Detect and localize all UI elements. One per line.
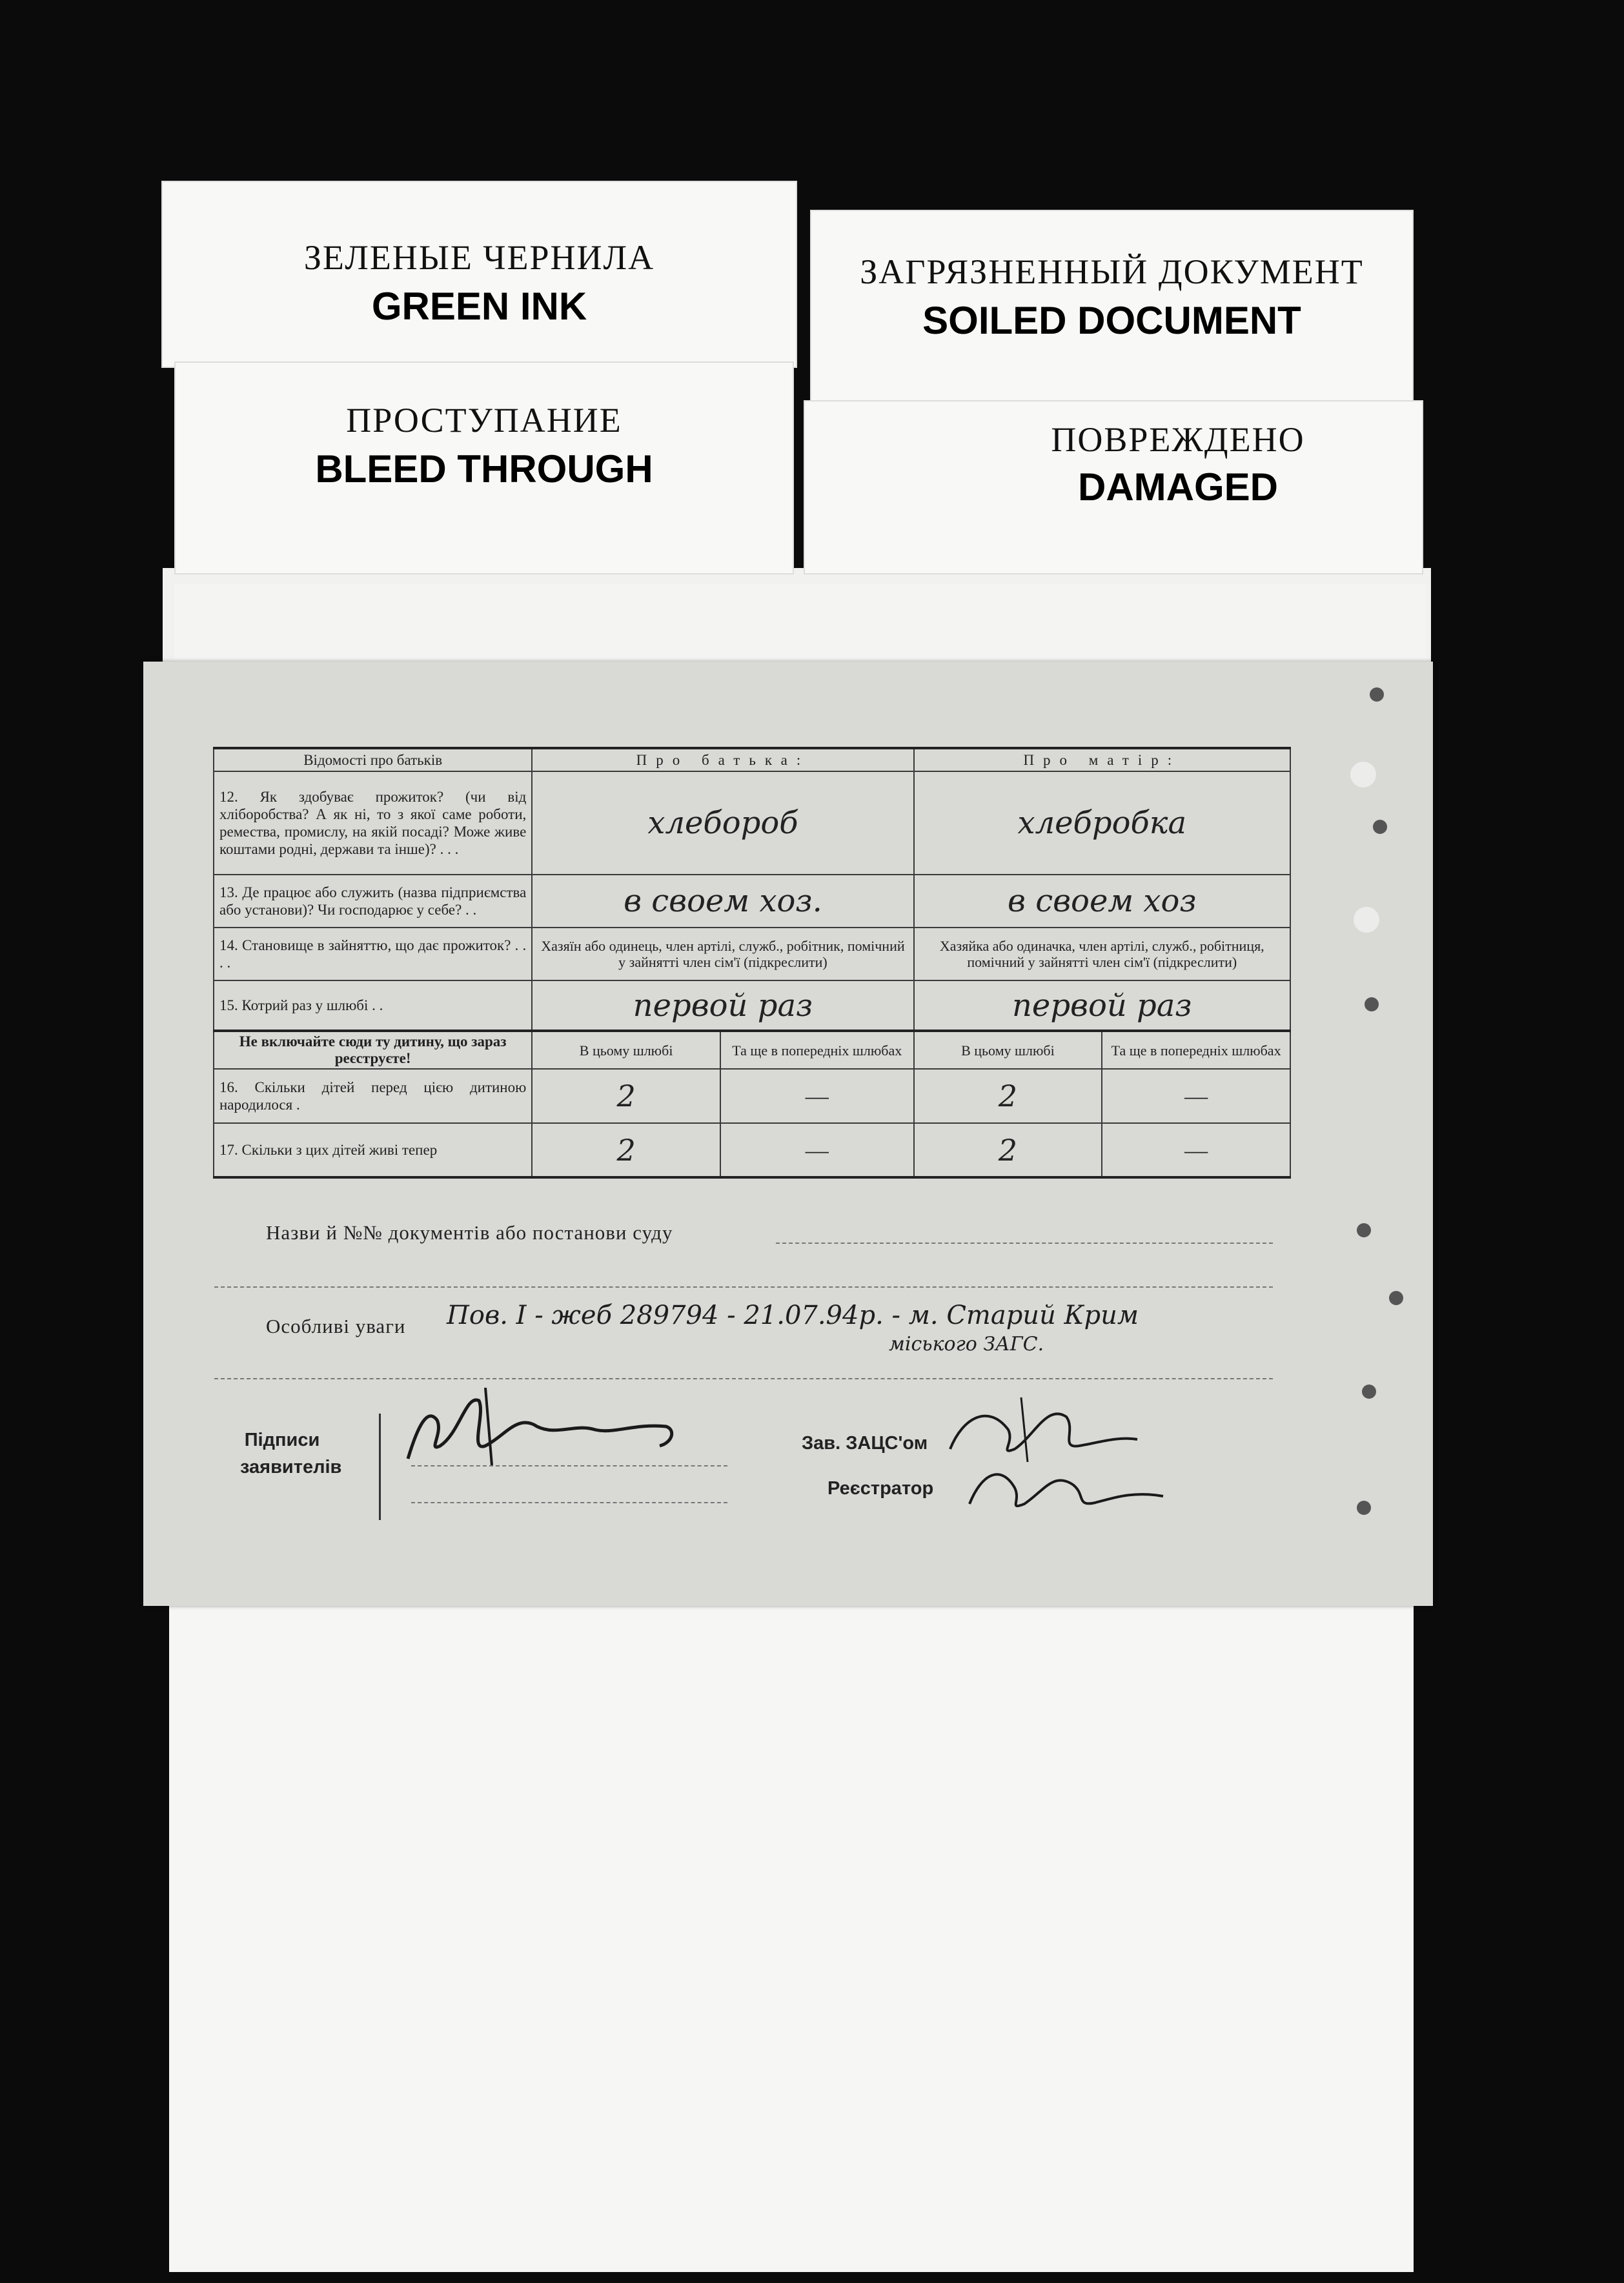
answer-17-father-this: 2	[532, 1123, 720, 1177]
answer-16-mother-this: 2	[914, 1069, 1102, 1123]
damage-spot	[1373, 820, 1387, 834]
card-damaged-ru: ПОВРЕЖДЕНО	[1051, 420, 1305, 459]
applicants-label: Підписи заявителів	[240, 1430, 342, 1477]
punch-hole	[1350, 762, 1376, 787]
documents-line-2	[214, 1286, 1273, 1288]
header-father: Про батька:	[532, 748, 913, 771]
registration-form	[143, 662, 1433, 1606]
card-green-ink-en: GREEN INK	[371, 285, 587, 328]
answer-17-father-prev: —	[720, 1123, 914, 1177]
bottom-blank-sheet	[169, 1594, 1414, 2272]
applicants-bracket	[379, 1414, 387, 1520]
answer-17-mother-this: 2	[914, 1123, 1102, 1177]
applicant-line-2	[411, 1502, 727, 1503]
damage-spot	[1370, 687, 1384, 702]
question-15: 15. Котрий раз у шлюбі . .	[214, 980, 532, 1031]
question-12: 12. Як здобуває прожиток? (чи від хліборобства? А як ні, то з якої саме роботи, ремества, промислу, на якій посаді? Може живе коштами родні, держави та інше)? . . .	[214, 771, 532, 875]
subheader-mother-prev: Та ще в попередніх шлюбах	[1102, 1031, 1290, 1069]
answer-12-father: хлебороб	[532, 771, 913, 875]
answer-14-mother: Хазяйка або одиначка, член артілі, служб., робітниця, помічний у зайнятті член сім'ї (підкреслити)	[914, 928, 1290, 980]
answer-16-mother-prev: —	[1102, 1069, 1290, 1123]
header-parents-info: Відомості про батьків	[214, 748, 532, 771]
card-bleed-ru: ПРОСТУПАНИЕ	[346, 401, 622, 440]
question-17: 17. Скільки з цих дітей живі тепер	[214, 1123, 532, 1177]
notes-label: Особливі уваги	[266, 1315, 406, 1337]
answer-16-father-prev: —	[720, 1069, 914, 1123]
question-14: 14. Становище в зайняттю, що дає прожиток? . . . .	[214, 928, 532, 980]
header-mother: Про матір:	[914, 748, 1290, 771]
answer-12-mother: хлебробка	[914, 771, 1290, 875]
subheader-father-prev: Та ще в попередніх шлюбах	[720, 1031, 914, 1069]
answer-14-father: Хазяїн або одинець, член артілі, служб., робітник, помічний у зайнятті член сім'ї (підкреслити)	[532, 928, 913, 980]
card-damaged-en: DAMAGED	[1078, 465, 1278, 509]
card-bleed-en: BLEED THROUGH	[315, 447, 653, 491]
damage-spot	[1357, 1501, 1371, 1515]
table-row-q13	[214, 875, 1290, 928]
table-header-row	[214, 748, 1290, 771]
table-row-q15	[214, 980, 1290, 1031]
answer-15-father: первой раз	[532, 980, 913, 1031]
question-16: 16. Скільки дітей перед цією дитиною народилося .	[214, 1069, 532, 1123]
answer-16-father-this: 2	[532, 1069, 720, 1123]
table-row-q17	[214, 1123, 1290, 1177]
card-green-ink-ru: ЗЕЛЕНЫЕ ЧЕРНИЛА	[303, 238, 655, 277]
card-soiled-ru: ЗАГРЯЗНЕННЫЙ ДОКУМЕНТ	[860, 252, 1364, 291]
damage-spot	[1362, 1385, 1376, 1399]
documents-line	[776, 1243, 1273, 1244]
table-subheader-row	[214, 1031, 1290, 1069]
damage-spot	[1365, 997, 1379, 1011]
answer-13-mother: в своем хоз	[914, 875, 1290, 928]
registrar-label: Реєстратор	[827, 1478, 934, 1499]
card-bleed-through	[174, 361, 794, 574]
answer-13-father: в своем хоз.	[532, 875, 913, 928]
registrar-signature	[957, 1452, 1189, 1523]
notes-line	[214, 1378, 1273, 1379]
card-damaged	[804, 400, 1423, 574]
table-row-q12	[214, 771, 1290, 875]
head-label: Зав. ЗАЦС'ом	[802, 1433, 928, 1454]
parents-info-table	[213, 747, 1291, 1179]
table-row-q16	[214, 1069, 1290, 1123]
back-sheet-2	[174, 584, 1426, 668]
card-green-ink	[161, 181, 797, 368]
subheader-note: Не включайте сюди ту дитину, що зараз реєструєте!	[214, 1031, 532, 1069]
answer-15-mother: первой раз	[914, 980, 1290, 1031]
notes-value-2: міського ЗАГС.	[889, 1333, 1044, 1355]
notes-value: Пов. I - жеб 289794 - 21.07.94р. - м. Старий Крим	[447, 1301, 1139, 1330]
subheader-father-this: В цьому шлюбі	[532, 1031, 720, 1069]
damage-spot	[1389, 1291, 1403, 1305]
answer-17-mother-prev: —	[1102, 1123, 1290, 1177]
punch-hole	[1354, 907, 1379, 933]
question-13: 13. Де працює або служить (назва підприємства або установи)? Чи господарює у себе? . .	[214, 875, 532, 928]
applicant-signature	[389, 1375, 698, 1485]
card-soiled-document	[810, 210, 1414, 423]
card-soiled-en: SOILED DOCUMENT	[922, 299, 1301, 342]
damage-spot	[1357, 1223, 1371, 1237]
documents-label: Назви й №№ документів або постанови суду	[266, 1221, 673, 1244]
table-row-q14	[214, 928, 1290, 980]
subheader-mother-this: В цьому шлюбі	[914, 1031, 1102, 1069]
